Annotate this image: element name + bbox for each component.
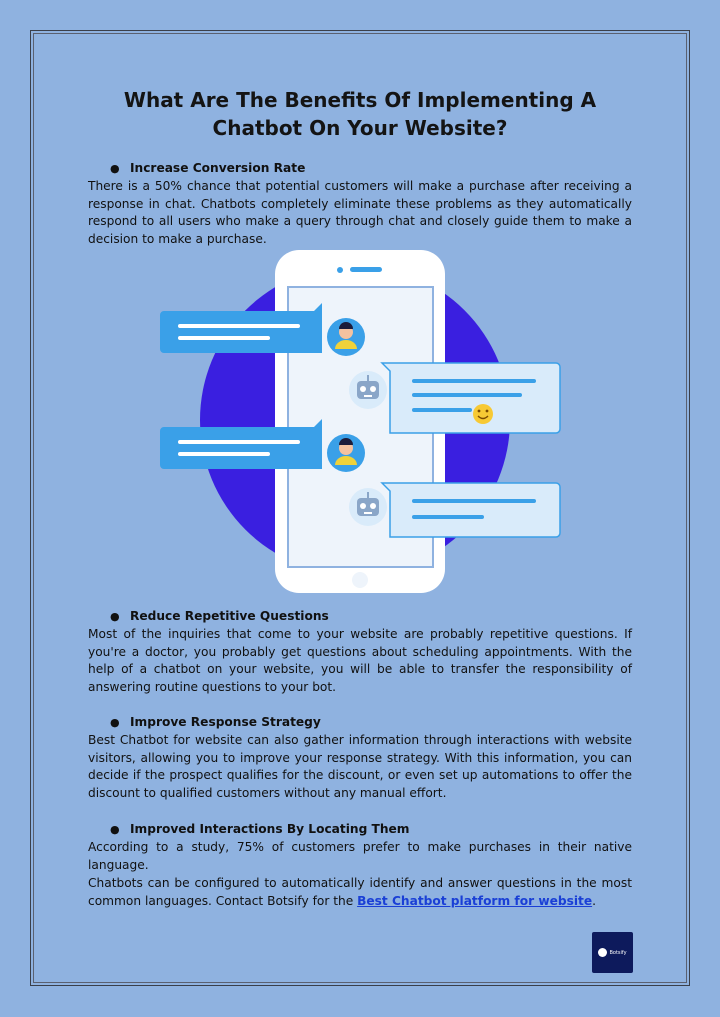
bubble-line bbox=[178, 452, 270, 456]
user-avatar-icon bbox=[327, 434, 365, 472]
section-conversion bbox=[88, 160, 632, 249]
closing-end: . bbox=[592, 893, 596, 908]
phone-camera bbox=[337, 267, 343, 273]
section-interactions bbox=[88, 821, 632, 874]
section-body: According to a study, 75% of customers prefer to make purchases in their native language. bbox=[88, 839, 632, 872]
bubble-line bbox=[412, 515, 484, 519]
section-heading bbox=[88, 608, 632, 626]
bubble-line bbox=[178, 440, 300, 444]
section-heading bbox=[88, 821, 632, 839]
botsify-logo bbox=[592, 932, 633, 973]
page-title: What Are The Benefits Of Implementing A Chatbot On Your Website? bbox=[123, 88, 597, 140]
phone-speaker bbox=[350, 267, 382, 272]
bot-bubble-1 bbox=[382, 363, 560, 433]
chatbot-illustration bbox=[150, 245, 570, 595]
section-response-strategy bbox=[88, 714, 632, 803]
bullet-icon: ● bbox=[110, 162, 120, 175]
bullet-icon: ● bbox=[110, 716, 120, 729]
section-body: There is a 50% chance that potential customers will make a purchase after receiving a response in chat. Chatbots completely eliminate these problems as they automatically respond to all users who make a query through chat and closely guide them to make a decision to make a purchase. bbox=[88, 178, 632, 247]
section-heading bbox=[88, 714, 632, 732]
heading-text: Increase Conversion Rate bbox=[130, 161, 306, 175]
smiley-icon bbox=[473, 404, 493, 424]
bubble-line bbox=[178, 336, 270, 340]
closing-paragraph bbox=[88, 875, 632, 911]
user-avatar-icon bbox=[327, 318, 365, 356]
bullet-icon: ● bbox=[110, 823, 120, 836]
bubble-line bbox=[412, 393, 522, 397]
bullet-icon: ● bbox=[110, 610, 120, 623]
heading-text: Improve Response Strategy bbox=[130, 715, 321, 729]
bubble-line bbox=[412, 408, 472, 412]
section-body: Most of the inquiries that come to your website are probably repetitive questions. If you're a doctor, you probably get questions about scheduling appointments. With the help of a chatbot on your website, you will be able to transfer the responsibility of answering routine questions to your bot. bbox=[88, 626, 632, 695]
bubble-line bbox=[412, 499, 536, 503]
bot-bubble-2 bbox=[382, 483, 560, 537]
section-heading bbox=[88, 160, 632, 178]
bubble-line bbox=[412, 379, 536, 383]
bubble-line bbox=[178, 324, 300, 328]
heading-text: Reduce Repetitive Questions bbox=[130, 609, 329, 623]
heading-text: Improved Interactions By Locating Them bbox=[130, 822, 410, 836]
bot-avatar-icon bbox=[349, 488, 387, 526]
closing-text: Chatbots can be configured to automatically identify and answer questions in the most common languages. Contact Botsify for the bbox=[88, 876, 632, 908]
phone-home-button bbox=[352, 572, 368, 588]
section-body: Best Chatbot for website can also gather information through interactions with website visitors, allowing you to improve your response strategy. With this information, you can decide if the prospect qualifies for the discount, or even set up automations to offer the discount to qualified customers without any manual effort. bbox=[88, 732, 632, 801]
logo-mark-icon bbox=[598, 948, 607, 957]
logo-text: Botsify bbox=[609, 949, 627, 956]
bot-avatar-icon bbox=[349, 371, 387, 409]
best-chatbot-platform-link[interactable]: Best Chatbot platform for website bbox=[357, 893, 593, 908]
section-repetitive bbox=[88, 608, 632, 697]
